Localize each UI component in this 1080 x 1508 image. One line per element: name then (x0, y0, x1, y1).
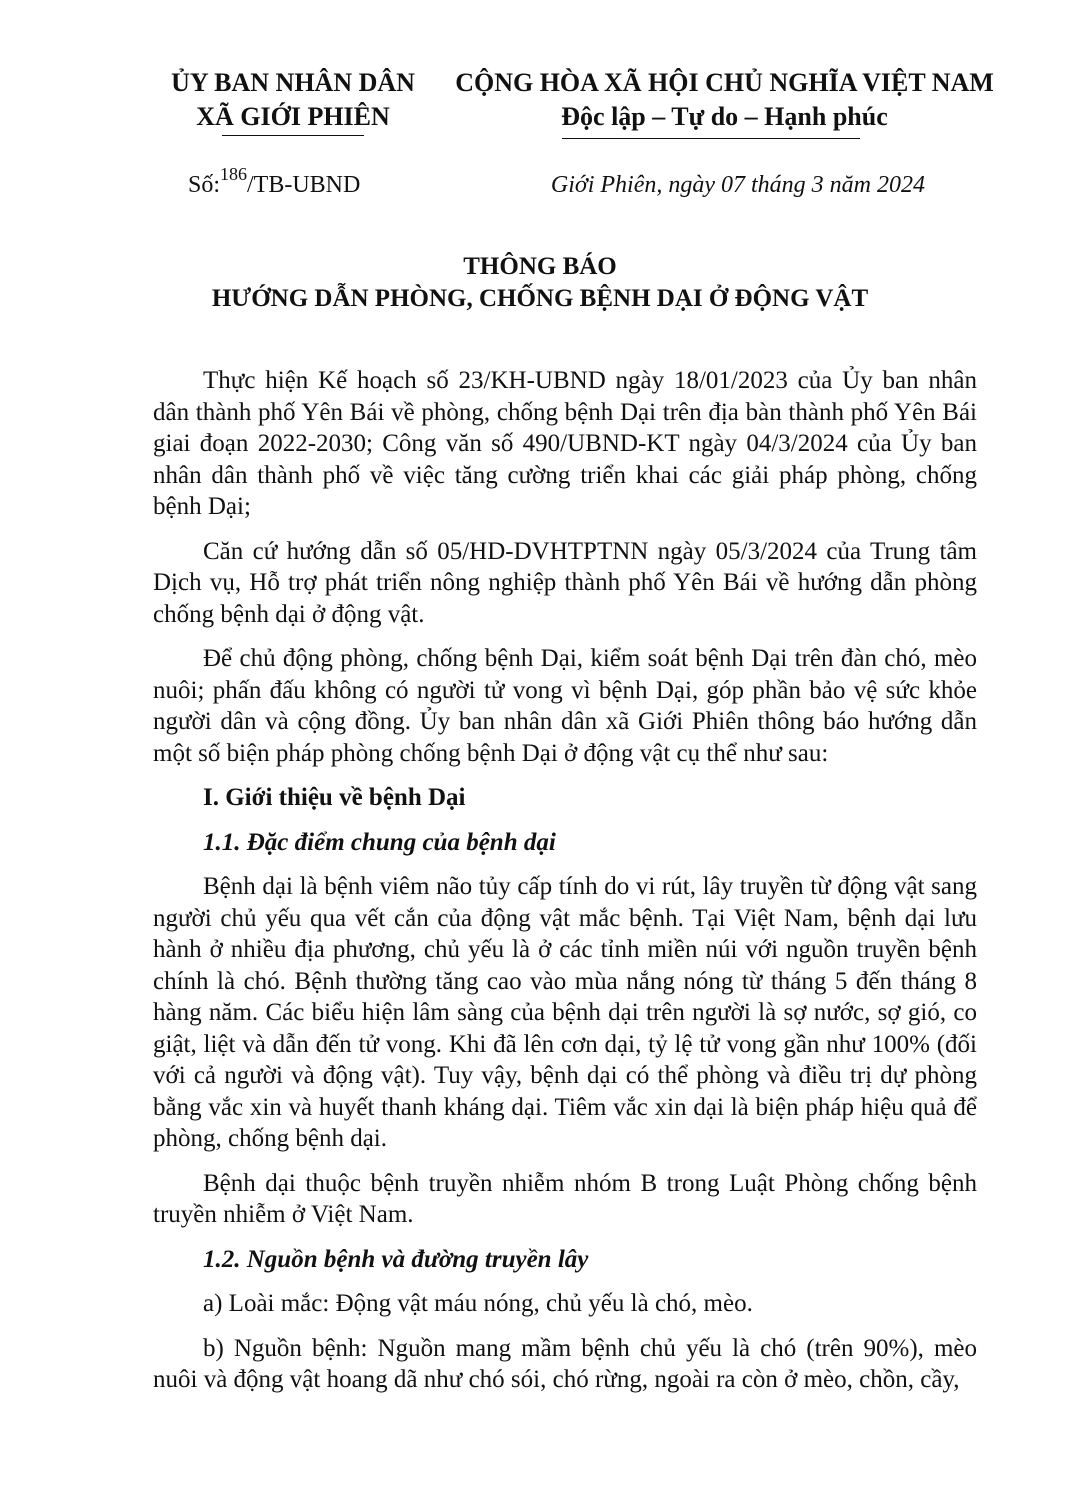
paragraph-characteristics: Bệnh dại là bệnh viêm não tủy cấp tính do vi rút, lây truyền từ động vật sang người chủ yếu qua vết cắn của động vật mắc bệnh. Tại Việt Nam, bệnh dại lưu hành ở nhiều địa phương, chủ yếu là ở các tỉnh miền núi với nguồn truyền bệnh chính là chó. Bệnh thường tăng cao vào mùa nắng nóng từ tháng 5 đến tháng 8 hàng năm. Các biểu hiện lâm sàng của bệnh dại trên người là sợ nước, sợ gió, co giật, liệt và dẫn đến tử vong. Khi đã lên cơn dại, tỷ lệ tử vong gần như 100% (đối với cả người và động vật). Tuy vậy, bệnh dại có thể phòng và điều trị dự phòng bằng vắc xin và huyết thanh kháng dại. Tiêm vắc xin dại là biện pháp hiệu quả để phòng, chống bệnh dại. (153, 873, 977, 1152)
subsection-heading-1-2: 1.2. Nguồn bệnh và đường truyền lây (203, 1245, 589, 1273)
nation-name: CỘNG HÒA XÃ HỘI CHỦ NGHĨA VIỆT NAM (455, 68, 994, 97)
place-date: Giới Phiên, ngày 07 tháng 3 năm 2024 (550, 172, 925, 198)
subsection-heading-1-1: 1.1. Đặc điểm chung của bệnh dại (203, 828, 556, 856)
org-underline (222, 135, 364, 136)
org-name-line1: ỦY BAN NHÂN DÂN (171, 68, 415, 97)
list-item-a: a) Loài mắc: Động vật máu nóng, chủ yếu là chó, mèo. (203, 1290, 753, 1317)
nation-motto: Độc lập – Tự do – Hạnh phúc (561, 102, 888, 131)
paragraph-purpose: Để chủ động phòng, chống bệnh Dại, kiểm soát bệnh Dại trên đàn chó, mèo nuôi; phấn đấu không có người tử vong vì bệnh Dại, góp phần bảo vệ sức khỏe người dân và cộng đồng. Ủy ban nhân dân xã Giới Phiên thông báo hướng dẫn một số biện pháp phòng chống bệnh Dại ở động vật cụ thể như sau: (153, 645, 977, 767)
document-number (188, 164, 361, 201)
motto-underline (562, 138, 860, 139)
paragraph-classification: Bệnh dại thuộc bệnh truyền nhiễm nhóm B trong Luật Phòng chống bệnh truyền nhiễm ở Việt Nam. (153, 1169, 977, 1228)
org-name-line2: XÃ GIỚI PHIÊN (196, 102, 390, 131)
notice-title: THÔNG BÁO (463, 253, 617, 280)
notice-subtitle: HƯỚNG DẪN PHÒNG, CHỐNG BỆNH DẠI Ở ĐỘNG VẬT (211, 285, 869, 312)
paragraph-basis: Căn cứ hướng dẫn số 05/HD-DVHTPTNN ngày 05/3/2024 của Trung tâm Dịch vụ, Hỗ trợ phát triển nông nghiệp thành phố Yên Bái về hướng dẫn phòng chống bệnh dại ở động vật. (153, 537, 977, 628)
document-number-value: 186 (220, 164, 248, 184)
list-item-b: b) Nguồn bệnh: Nguồn mang mầm bệnh chủ yếu là chó (trên 90%), mèo nuôi và động vật hoang dã như chó sói, chó rừng, ngoài ra còn ở mèo, chồn, cầy, (153, 1334, 977, 1393)
document-body (153, 365, 977, 1409)
section-heading-1: I. Giới thiệu về bệnh Dại (203, 784, 466, 811)
document-number-suffix: /TB-UBND (247, 172, 361, 198)
document-number-prefix: Số: (188, 172, 221, 198)
paragraph-implementation: Thực hiện Kế hoạch số 23/KH-UBND ngày 18/01/2023 của Ủy ban nhân dân thành phố Yên Bái về phòng, chống bệnh Dại trên địa bàn thành phố Yên Bái giai đoạn 2022-2030; Công văn số 490/UBND-KT ngày 04/3/2024 của Ủy ban nhân dân thành phố về việc tăng cường triển khai các giải pháp phòng, chống bệnh Dại; (153, 367, 977, 520)
